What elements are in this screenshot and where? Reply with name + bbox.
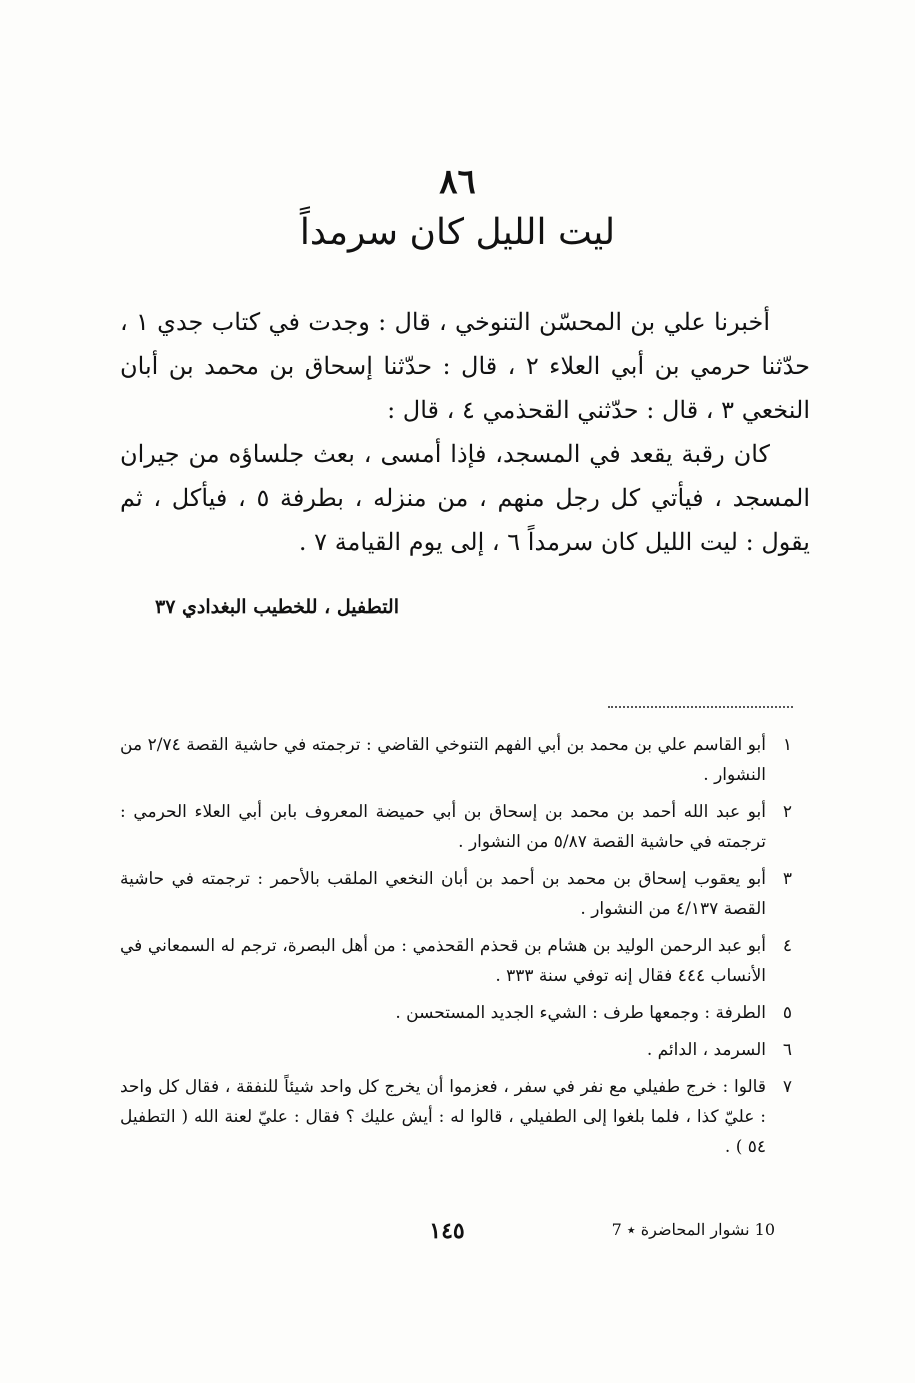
story-number: ٨٦ — [439, 162, 476, 202]
footnote-text: أبو يعقوب إسحاق بن محمد بن أحمد بن أبان النخعي الملقب بالأحمر : ترجمته في حاشية القصة ٤/١٣٧ من النشوار . — [120, 869, 766, 919]
footnote-text: أبو القاسم علي بن محمد بن أبي الفهم التنوخي القاضي : ترجمته في حاشية القصة ٢/٧٤ من النشوار . — [120, 735, 767, 785]
footnote-text: أبو عبد الرحمن الوليد بن هشام بن قحذم القحذمي : من أهل البصرة، ترجم له السمعاني في الأنساب ٤٤٤ فقال إنه توفي سنة ٣٣٣ . — [120, 936, 766, 986]
footnote-number: ٧ — [782, 1077, 792, 1097]
footnote — [120, 797, 792, 857]
footnotes-section — [120, 730, 792, 1169]
footnote — [120, 1072, 792, 1162]
footnote — [120, 998, 792, 1028]
body-paragraph: أخبرنا علي بن المحسّن التنوخي ، قال : وجدت في كتاب جدي ١ ، حدّثنا حرمي بن أبي العلاء ٢ ، قال : حدّثنا إسحاق بن محمد بن أبان النخعي ٣ ، قال : حدّثني القحذمي ٤ ، قال : — [120, 308, 810, 424]
footnote — [120, 1035, 792, 1065]
page-number: ١٤٥ — [429, 1218, 465, 1244]
footnote-number: ٦ — [782, 1040, 792, 1060]
body-paragraph: كان رقبة يقعد في المسجد، فإذا أمسى ، بعث جلساؤه من جيران المسجد ، فيأتي كل رجل منهم ، من منزله ، بطرفة ٥ ، فيأكل ، ثم يقول : ليت الليل كان سرمداً ٦ ، إلى يوم القيامة ٧ . — [120, 440, 810, 556]
printer-signature-mark: 10 نشوار المحاضرة ٭ 7 — [611, 1220, 775, 1239]
source-citation: التطفيل ، للخطيب البغدادي ٣٧ — [154, 596, 399, 618]
footnote-text: السرمد ، الدائم . — [646, 1040, 766, 1060]
story-title: ليت الليل كان سرمداً — [299, 212, 616, 253]
footnote-divider — [608, 706, 793, 708]
footnote — [120, 931, 792, 991]
footnote-number: ٢ — [782, 802, 792, 822]
story-body — [120, 300, 810, 564]
footnote-text: قالوا : خرج طفيلي مع نفر في سفر ، فعزموا أن يخرج كل واحد شيئاً للنفقة ، فقال كل واحد : عليّ كذا ، فلما بلغوا إلى الطفيلي ، قالوا له : أيش عليك ؟ فقال : عليّ لعنة الله ( التطفيل ٥٤ ) . — [120, 1077, 766, 1157]
footnote-text: الطرفة : وجمعها طرف : الشيء الجديد المستحسن . — [395, 1003, 766, 1023]
footnote-number: ٥ — [782, 1003, 792, 1023]
footnote-text: أبو عبد الله أحمد بن محمد بن إسحاق بن أبي حميضة المعروف بابن أبي العلاء الحرمي : ترجمته في حاشية القصة ٥/٨٧ من النشوار . — [120, 802, 766, 852]
footnote-number: ٣ — [782, 869, 792, 889]
footnote — [120, 730, 792, 790]
footnote-number: ١ — [782, 735, 792, 755]
footnote — [120, 864, 792, 924]
footnote-number: ٤ — [782, 936, 792, 956]
